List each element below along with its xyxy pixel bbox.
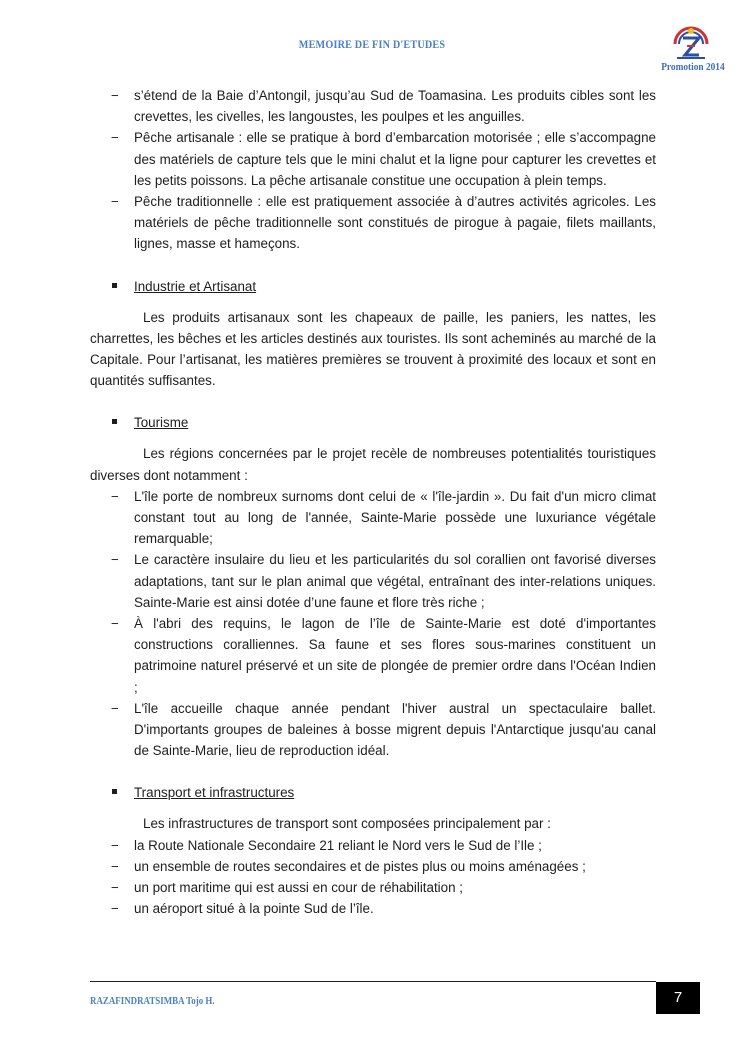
square-bullet-icon: [112, 283, 117, 288]
list-item: − un port maritime qui est aussi en cour de réhabilitation ;: [90, 877, 656, 898]
list-item: − À l'abri des requins, le lagon de l’île de Sainte-Marie est doté d'importantes constructions coralliennes. Sa faune et ses flores sous-marines constituent un patrimoine naturel préservé et un site de plongée de premier ordre dans l'Océan Indien ;: [90, 613, 656, 698]
section-heading-transport: Transport et infrastructures: [90, 782, 656, 803]
dash-bullet: −: [111, 488, 119, 504]
list-item: − un ensemble de routes secondaires et de pistes plus ou moins aménagées ;: [90, 856, 656, 877]
list-item: − Pêche traditionnelle : elle est pratiquement associée à d’autres activités agricoles. Les matériels de pêche traditionnelle sont constitués de pirogue à pagaie, filets maillants, lignes, masse et hameçons.: [90, 191, 656, 255]
section-heading-industrie: Industrie et Artisanat: [90, 276, 656, 297]
square-bullet-icon: [112, 419, 117, 424]
intro-list: [90, 85, 656, 255]
list-item: − Pêche artisanale : elle se pratique à bord d’embarcation motorisée ; elle s’accompagne des matériels de capture tels que le mini chalut et la ligne pour capturer les crevettes et les petits poissons. La pêche artisanale constitue une occupation à plein temps.: [90, 127, 656, 191]
industrie-paragraph: Les produits artisanaux sont les chapeaux de paille, les paniers, les nattes, les charrettes, les bêches et les articles destinés aux touristes. Ils sont acheminés au marché de la Capitale. Pour l’artisanat, les matières premières se trouvent à proximité des locaux et sont en quantités suffisantes.: [90, 309, 656, 389]
transport-paragraph: Les infrastructures de transport sont composées principalement par :: [143, 816, 551, 832]
page-body: [90, 85, 656, 920]
promotion-label: Promotion 2014: [661, 61, 725, 73]
footer-author: RAZAFINDRATSIMBA Tojo H.: [90, 996, 215, 1007]
list-item: − s’étend de la Baie d’Antongil, jusqu’au Sud de Toamasina. Les produits cibles sont les crevettes, les civelles, les langoustes, les poulpes et les anguilles.: [90, 85, 656, 127]
footer-divider: [90, 981, 656, 982]
dash-bullet: −: [111, 700, 119, 716]
dash-bullet: −: [111, 130, 119, 146]
transport-list: [90, 835, 656, 920]
university-logo: [668, 22, 714, 62]
list-item: − un aéroport situé à la pointe Sud de l’île.: [90, 898, 656, 919]
dash-bullet: −: [111, 880, 119, 896]
dash-bullet: −: [111, 616, 119, 632]
list-item: − Le caractère insulaire du lieu et les particularités du sol corallien ont favorisé diverses adaptations, tant sur le plan animal que végétal, entraînant des inter-relations uniques. Sainte-Marie est ainsi dotée d’une faune et flore très riche ;: [90, 549, 656, 613]
section-heading-tourisme: Tourisme: [90, 412, 656, 433]
dash-bullet: −: [111, 194, 119, 210]
dash-bullet: −: [111, 858, 119, 874]
document-header-title: MEMOIRE DE FIN D'ETUDES: [298, 37, 446, 51]
tourisme-paragraph: Les régions concernées par le projet recèle de nombreuses potentialités touristiques diverses dont notamment :: [90, 446, 656, 483]
dash-bullet: −: [111, 901, 119, 917]
list-item: − la Route Nationale Secondaire 21 reliant le Nord vers le Sud de l’Ile ;: [90, 835, 656, 856]
list-item: − L'île porte de nombreux surnoms dont celui de « l'île-jardin ». Du fait d'un micro climat constant tout au long de l'année, Sainte-Marie possède une luxuriance végétale remarquable;: [90, 486, 656, 550]
list-item: − L'île accueille chaque année pendant l'hiver austral un spectaculaire ballet. D'importants groupes de baleines à bosse migrent depuis l'Antarctique jusqu'au canal de Sainte-Marie, lieu de reproduction idéal.: [90, 698, 656, 762]
dash-bullet: −: [111, 837, 119, 853]
dash-bullet: −: [111, 552, 119, 568]
tourisme-list: [90, 486, 656, 762]
dash-bullet: −: [111, 88, 119, 103]
page-number: 7: [656, 982, 700, 1014]
square-bullet-icon: [112, 789, 117, 794]
